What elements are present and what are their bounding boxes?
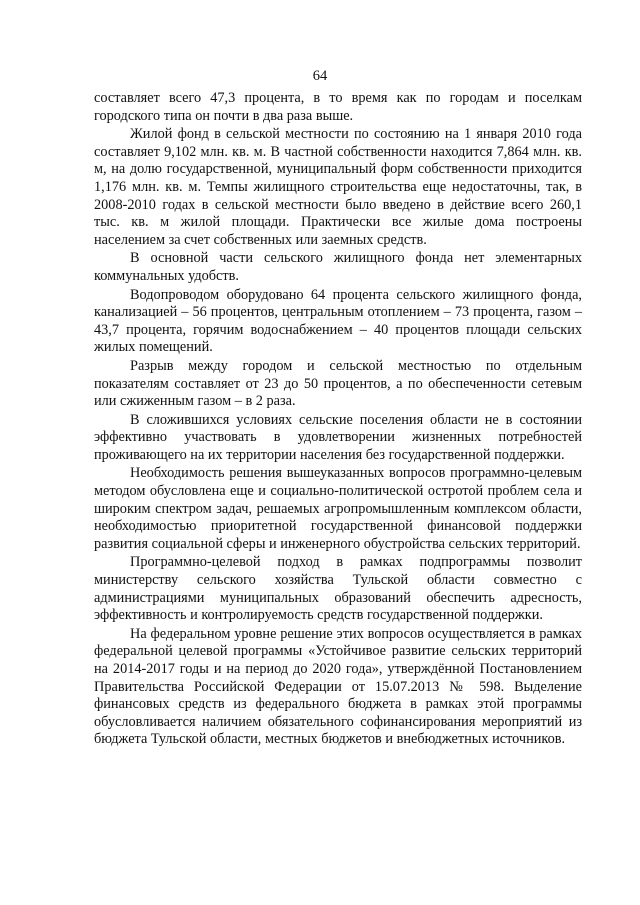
document-body — [94, 90, 582, 749]
page-number: 64 — [312, 68, 328, 84]
paragraph-urban-rural-gap: Разрыв между городом и сельской местностью по отдельным показателям составляет от 23 до 50 процентов, а по обеспеченности сетевым или сжиженным газом – в 2 раза. — [94, 357, 582, 410]
paragraph-continuation: составляет всего 47,3 процента, в то время как по городам и поселкам городского типа он почти в два раза выше. — [94, 90, 582, 124]
paragraph-utilities-stats: Водопроводом оборудовано 64 процента сельского жилищного фонда, канализацией – 56 процентов, центральным отоплением – 73 процента, газом – 43,7 процента, горячим водоснабжением – 40 процентов площади сельских жилых помещений. — [94, 286, 582, 356]
paragraph-program-necessity: Необходимость решения вышеуказанных вопросов программно-целевым методом обусловлена еще и социально-политической остротой проблем села и широким спектром задач, решаемых агропромышленным комплексом области, необходимостью приоритетной государственной финансовой поддержки развития социальной сферы и инженерного обустройства сельских территорий. — [94, 465, 582, 552]
paragraph-federal-program: На федеральном уровне решение этих вопросов осуществляется в рамках федеральной целевой программы «Устойчивое развитие сельских территорий на 2014-2017 годы и на период до 2020 года», утверждённой Постановлением Правительства Российской Федерации от 15.07.2013 № 598. Выделение финансовых средств из федерального бюджета в рамках этой программы обусловливается наличием обязательного софинансирования мероприятий из бюджета Тульской области, местных бюджетов и внебюджетных источников. — [94, 625, 582, 748]
paragraph-rural-settlements: В сложившихся условиях сельские поселения области не в состоянии эффективно участвовать в удовлетворении жизненных потребностей проживающего на их территории населения без государственной поддержки. — [94, 411, 582, 463]
paragraph-housing-stock: Жилой фонд в сельской местности по состоянию на 1 января 2010 года составляет 9,102 млн. кв. м. В частной собственности находится 7,864 млн. кв. м, на долю государственной, муниципальный форм собственности приходится 1,176 млн. кв. м. Темпы жилищного строительства еще недостаточны, так, в 2008-2010 годах в сельской местности было введено в действие всего 260,1 тыс. кв. м жилой площади. Практически все жилые дома построены населением за счет собственных или заемных средств. — [94, 126, 582, 248]
paragraph-utilities-absence: В основной части сельского жилищного фонда нет элементарных коммунальных удобств. — [94, 250, 582, 284]
paragraph-program-approach: Программно-целевой подход в рамках подпрограммы позволит министерству сельского хозяйства Тульской области совместно с администрациями муниципальных образований обеспечить адресность, эффективность и контролируемость средств государственной поддержки. — [94, 554, 582, 624]
